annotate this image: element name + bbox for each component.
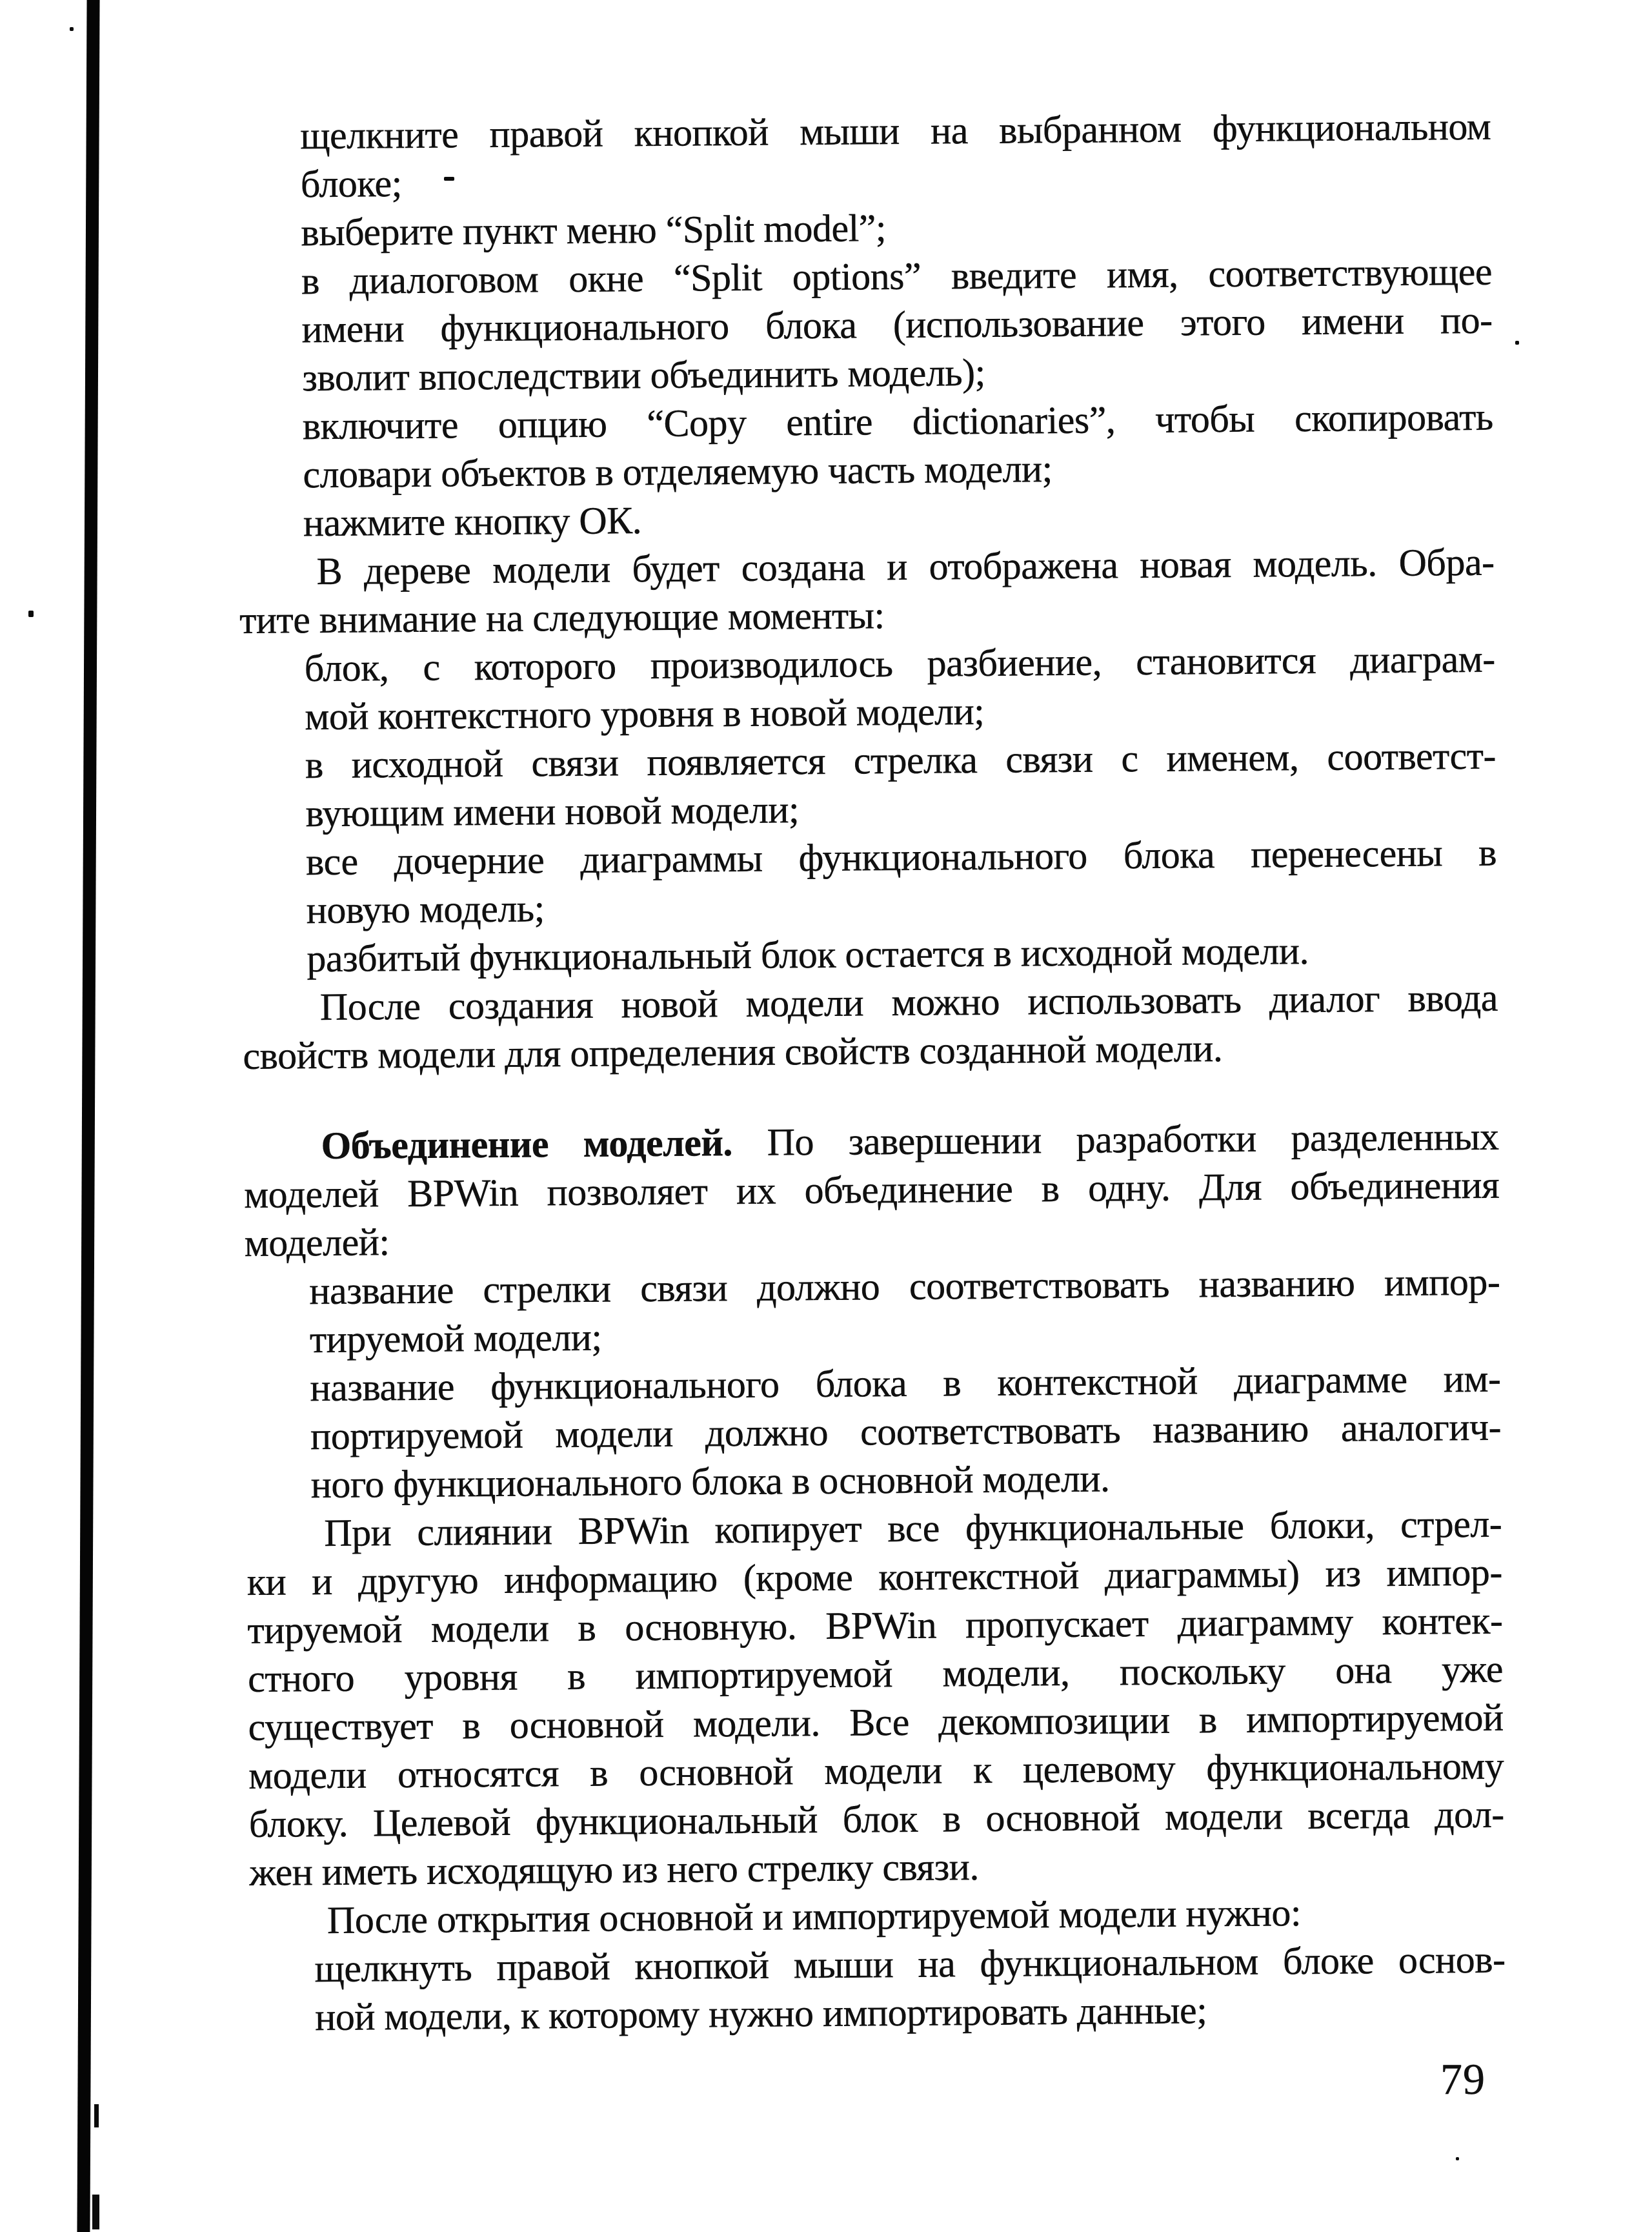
text-line: новую модель;	[306, 887, 545, 932]
text-line: щелкните правой кнопкой мыши на выбранном функциональном	[300, 105, 1491, 157]
text-line: ной модели, к которому нужно импортировать данные;	[314, 1989, 1207, 2039]
text-line: выберите пункт меню “Split model”;	[301, 207, 887, 254]
paragraph	[243, 974, 1498, 1080]
text-line: жен иметь исходящую из него стрелку связи.	[249, 1845, 980, 1894]
text-line: нажмите кнопку ОК.	[303, 499, 642, 545]
text-line: моделей BPWin позволяет их объединение в одну. Для объединения	[243, 1163, 1500, 1216]
paragraph	[247, 1500, 1505, 1897]
text-line: моделей:	[244, 1221, 390, 1264]
bold-lead: Объединение моделей.	[321, 1121, 733, 1168]
text-line: разбитый функциональный блок остается в исходной модели.	[307, 929, 1309, 980]
text-line: существует в основной модели. Все декомпозиции в импортируемой	[248, 1696, 1504, 1749]
text-line: включите опцию “Copy entire dictionaries”, чтобы скопировать	[302, 395, 1494, 448]
text-line: щелкнуть правой кнопкой мыши на функциональном блоке основ-	[314, 1938, 1506, 1991]
text-line: В дереве модели будет создана и отображена новая модель. Обра-	[316, 540, 1495, 593]
text-line: тируемой модели;	[309, 1315, 602, 1361]
text-line: зволит впоследствии объединить модель);	[301, 350, 986, 400]
bullet-item	[238, 393, 1494, 500]
text-line: название функционального блока в контекстной диаграмме им-	[310, 1357, 1501, 1410]
bullet-item	[241, 829, 1497, 935]
bullet-item	[245, 1258, 1500, 1365]
text-line: При слиянии BPWin копирует все функциональные блоки, стрел-	[324, 1502, 1502, 1554]
text-line: в исходной связи появляется стрелка связи с именем, соответст-	[305, 734, 1496, 787]
text-line: блоку. Целевой функциональный блок в основной модели всегда дол-	[248, 1792, 1505, 1845]
text-line: вующим имени новой модели;	[305, 788, 800, 835]
text-run: По завершении разработки разделенных	[732, 1115, 1499, 1164]
text-line: мой контекстного уровня в новой модели;	[305, 689, 985, 738]
text-line: После открытия основной и импортируемой модели нужно:	[327, 1891, 1302, 1942]
paragraph	[243, 1113, 1500, 1268]
text-line: ного функционального блока в основной модели.	[310, 1457, 1110, 1507]
scan-speckle	[1456, 2157, 1459, 2160]
text-line: портируемой модели должно соответствовать названию аналогич-	[310, 1405, 1502, 1458]
bullet-item	[239, 635, 1495, 742]
text-block	[236, 103, 1506, 2042]
bullet-item	[241, 732, 1496, 838]
paragraph	[239, 538, 1495, 645]
text-line: все дочерние диаграммы функционального блока перенесены в	[305, 831, 1497, 884]
text-line: модели относятся в основной модели к целевому функциональному	[248, 1744, 1504, 1797]
bullet-item	[237, 248, 1493, 403]
text-line: свойств модели для определения свойств созданной модели.	[243, 1027, 1223, 1077]
text-line: После создания новой модели можно использовать диалог ввода	[319, 976, 1498, 1029]
scan-speckle	[1515, 341, 1519, 345]
text-line: ки и другую информацию (кроме контекстной диаграммы) из импор-	[247, 1550, 1503, 1603]
page-number: 79	[1440, 2054, 1486, 2104]
scan-speckle	[92, 2195, 99, 2229]
text-line: тите внимание на следующие моменты:	[239, 594, 885, 642]
text-line: блоке;	[300, 161, 403, 206]
scan-speckle	[28, 611, 34, 617]
text-line: имени функционального блока (использование этого имени по-	[301, 298, 1493, 351]
bullet-item	[250, 1936, 1506, 2042]
book-binding-bar	[77, 0, 99, 2232]
text-line: блок, с которого производилось разбиение, становится диаграм-	[304, 637, 1495, 690]
text-line: в диалоговом окне “Split options” введите имя, соответствующее	[301, 250, 1493, 303]
scan-speckle	[94, 2104, 99, 2127]
text-line: название стрелки связи должно соответствовать названию импор-	[309, 1260, 1500, 1313]
bullet-item	[236, 103, 1491, 209]
scan-speckle	[70, 27, 74, 31]
text-line: тируемой модели в основную. BPWin пропускает диаграмму контек-	[247, 1599, 1503, 1652]
text-line: стного уровня в импортируемой модели, поскольку она уже	[247, 1647, 1504, 1700]
text-line: словари объектов в отделяемую часть модели;	[303, 447, 1053, 496]
bullet-item	[245, 1355, 1502, 1510]
